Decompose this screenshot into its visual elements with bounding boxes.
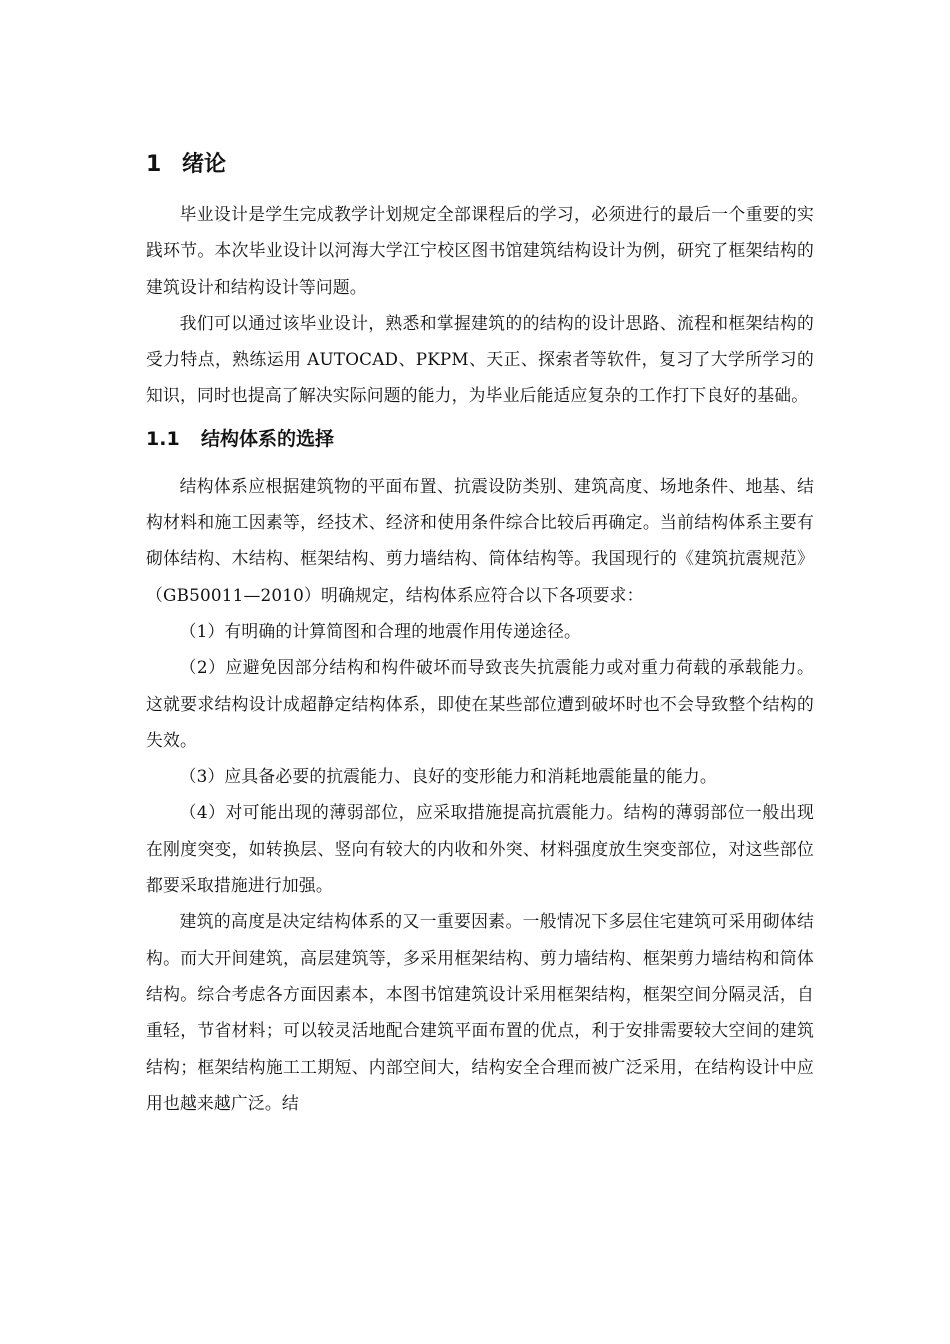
section-paragraph-final: 建筑的高度是决定结构体系的又一重要因素。一般情况下多层住宅建筑可采用砌体结构。而大开间建筑，高层建筑等，多采用框架结构、剪力墙结构、框架剪力墙结构和筒体结构。综合考虑各方面因素本，本图书馆建筑设计采用框架结构，框架空间分隔灵活，自重轻，节省材料；可以较灵活地配合建筑平面布置的优点，利于安排需要较大空间的建筑结构；框架结构施工工期短、内部空间大，结构安全合理而被广泛采用，在结构设计中应用也越来越广泛。结 [146, 911, 814, 1113]
section-paragraph-1: 结构体系应根据建筑物的平面布置、抗震设防类别、建筑高度、场地条件、地基、结构材料和施工因素等，经技术、经济和使用条件综合比较后再确定。当前结构体系主要有砌体结构、木结构、框架结构、剪力墙结构、筒体结构等。我国现行的《建筑抗震规范》（GB50011—2010）明确规定，结构体系应符合以下各项要求： [146, 475, 814, 605]
requirement-item-3: （3）应具备必要的抗震能力、良好的变形能力和消耗地震能量的能力。 [179, 766, 717, 787]
page-content [146, 148, 814, 1121]
chapter-number: 1 [146, 152, 162, 177]
intro-paragraph-2: 我们可以通过该毕业设计，熟悉和掌握建筑的的结构的设计思路、流程和框架结构的受力特点，熟练运用 AUTOCAD、PKPM、天正、探索者等软件，复习了大学所学习的知识，同时也提高了解决实际问题的能力，为毕业后能适应复杂的工作打下良好的基础。 [146, 312, 814, 406]
chapter-heading [146, 148, 814, 182]
intro-paragraph-1: 毕业设计是学生完成教学计划规定全部课程后的学习，必须进行的最后一个重要的实践环节。本次毕业设计以河海大学江宁校区图书馆建筑结构设计为例，研究了框架结构的建筑设计和结构设计等问题。 [146, 204, 814, 297]
section-heading [146, 422, 814, 456]
section-title: 结构体系的选择 [201, 427, 335, 450]
requirement-item-2: （2）应避免因部分结构和构件破坏而导致丧失抗震能力或对重力荷载的承载能力。这就要求结构设计成超静定结构体系，即使在某些部位遭到破坏时也不会导致整个结构的失效。 [146, 657, 814, 750]
section-number: 1.1 [146, 427, 180, 450]
requirement-item-1: （1）有明确的计算简图和合理的地震作用传递途径。 [179, 620, 582, 641]
requirement-item-4: （4）对可能出现的薄弱部位，应采取措施提高抗震能力。结构的薄弱部位一般出现在刚度突变，如转换层、竖向有较大的内收和外突、材料强度放生突变部位，对这些部位都要采取措施进行加强。 [146, 802, 814, 896]
chapter-title: 绪论 [182, 152, 227, 177]
